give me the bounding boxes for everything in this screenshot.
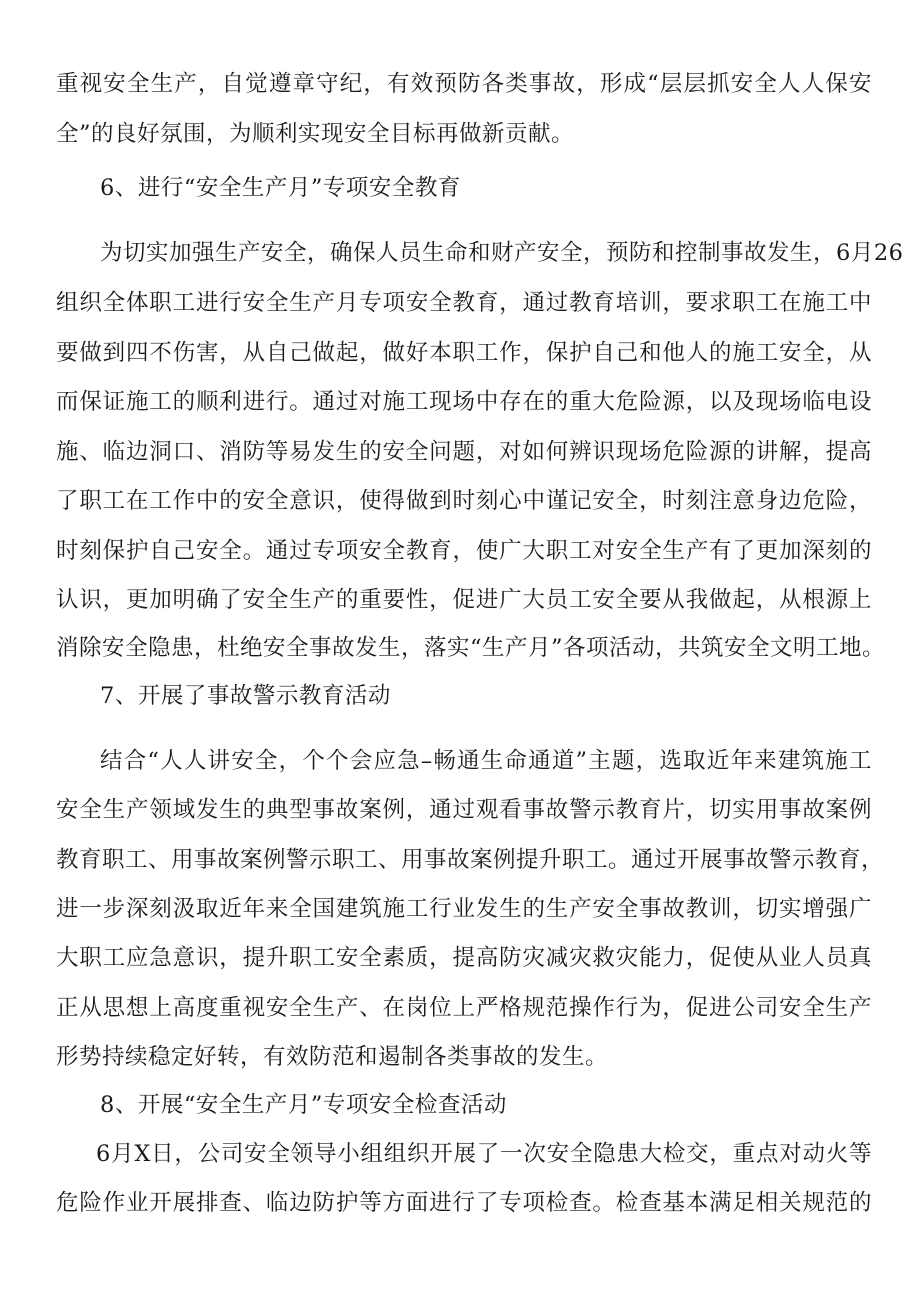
text-line: 施、临边洞口、消防等易发生的安全问题，对如何辨识现场危险源的讲解，提高 bbox=[56, 439, 872, 465]
text-line: 大职工应急意识，提升职工安全素质，提高防灾减灾救灾能力，促使从业人员真 bbox=[56, 945, 872, 971]
section-heading-7: 7、开展了事故警示教育活动 bbox=[100, 683, 391, 709]
text-line: 要做到四不伤害，从自己做起，做好本职工作，保护自己和他人的施工安全，从 bbox=[56, 340, 872, 366]
text-line: 正从思想上高度重视安全生产、在岗位上严格规范操作行为，促进公司安全生产 bbox=[56, 995, 872, 1021]
text-line: 为切实加强生产安全，确保人员生命和财产安全，预防和控制事故发生，6月26 bbox=[100, 240, 904, 266]
text-line: 认识，更加明确了安全生产的重要性，促进广大员工安全要从我做起，从根源上 bbox=[56, 587, 872, 613]
text-line: 重视安全生产，自觉遵章守纪，有效预防各类事故，形成“层层抓安全人人保安 bbox=[56, 71, 872, 97]
text-line: 时刻保护自己安全。通过专项安全教育，使广大职工对安全生产有了更加深刻的 bbox=[56, 538, 872, 564]
text-line: 全”的良好氛围，为顺利实现安全目标再做新贡献。 bbox=[56, 121, 575, 147]
text-line: 消除安全隐患，杜绝安全事故发生，落实“生产月”各项活动，共筑安全文明工地。 bbox=[56, 635, 886, 661]
text-line: 6月X日，公司安全领导小组组织开展了一次安全隐患大检交，重点对动火等 bbox=[96, 1141, 872, 1167]
text-line: 组织全体职工进行安全生产月专项安全教育，通过教育培训，要求职工在施工中 bbox=[56, 290, 872, 316]
section-heading-8: 8、开展“安全生产月”专项安全检查活动 bbox=[100, 1092, 507, 1118]
text-line: 而保证施工的顺利进行。通过对施工现场中存在的重大危险源，以及现场临电设 bbox=[56, 389, 872, 415]
text-line: 了职工在工作中的安全意识，使得做到时刻心中谨记安全，时刻注意身边危险， bbox=[56, 488, 872, 514]
text-line: 形势持续稳定好转，有效防范和遏制各类事故的发生。 bbox=[56, 1044, 609, 1070]
text-line: 危险作业开展排查、临边防护等方面进行了专项检查。检查基本满足相关规范的 bbox=[56, 1190, 872, 1216]
text-line: 进一步深刻汲取近年来全国建筑施工行业发生的生产安全事故教训，切实增强广 bbox=[56, 896, 872, 922]
text-line: 教育职工、用事故案例警示职工、用事故案例提升职工。通过开展事故警示教育， bbox=[56, 847, 885, 873]
text-line: 结合“人人讲安全，个个会应急–畅通生命通道”主题，选取近年来建筑施工 bbox=[100, 748, 872, 774]
section-heading-6: 6、进行“安全生产月”专项安全教育 bbox=[100, 175, 461, 201]
text-line: 安全生产领域发生的典型事故案例，通过观看事故警示教育片，切实用事故案例 bbox=[56, 797, 872, 823]
